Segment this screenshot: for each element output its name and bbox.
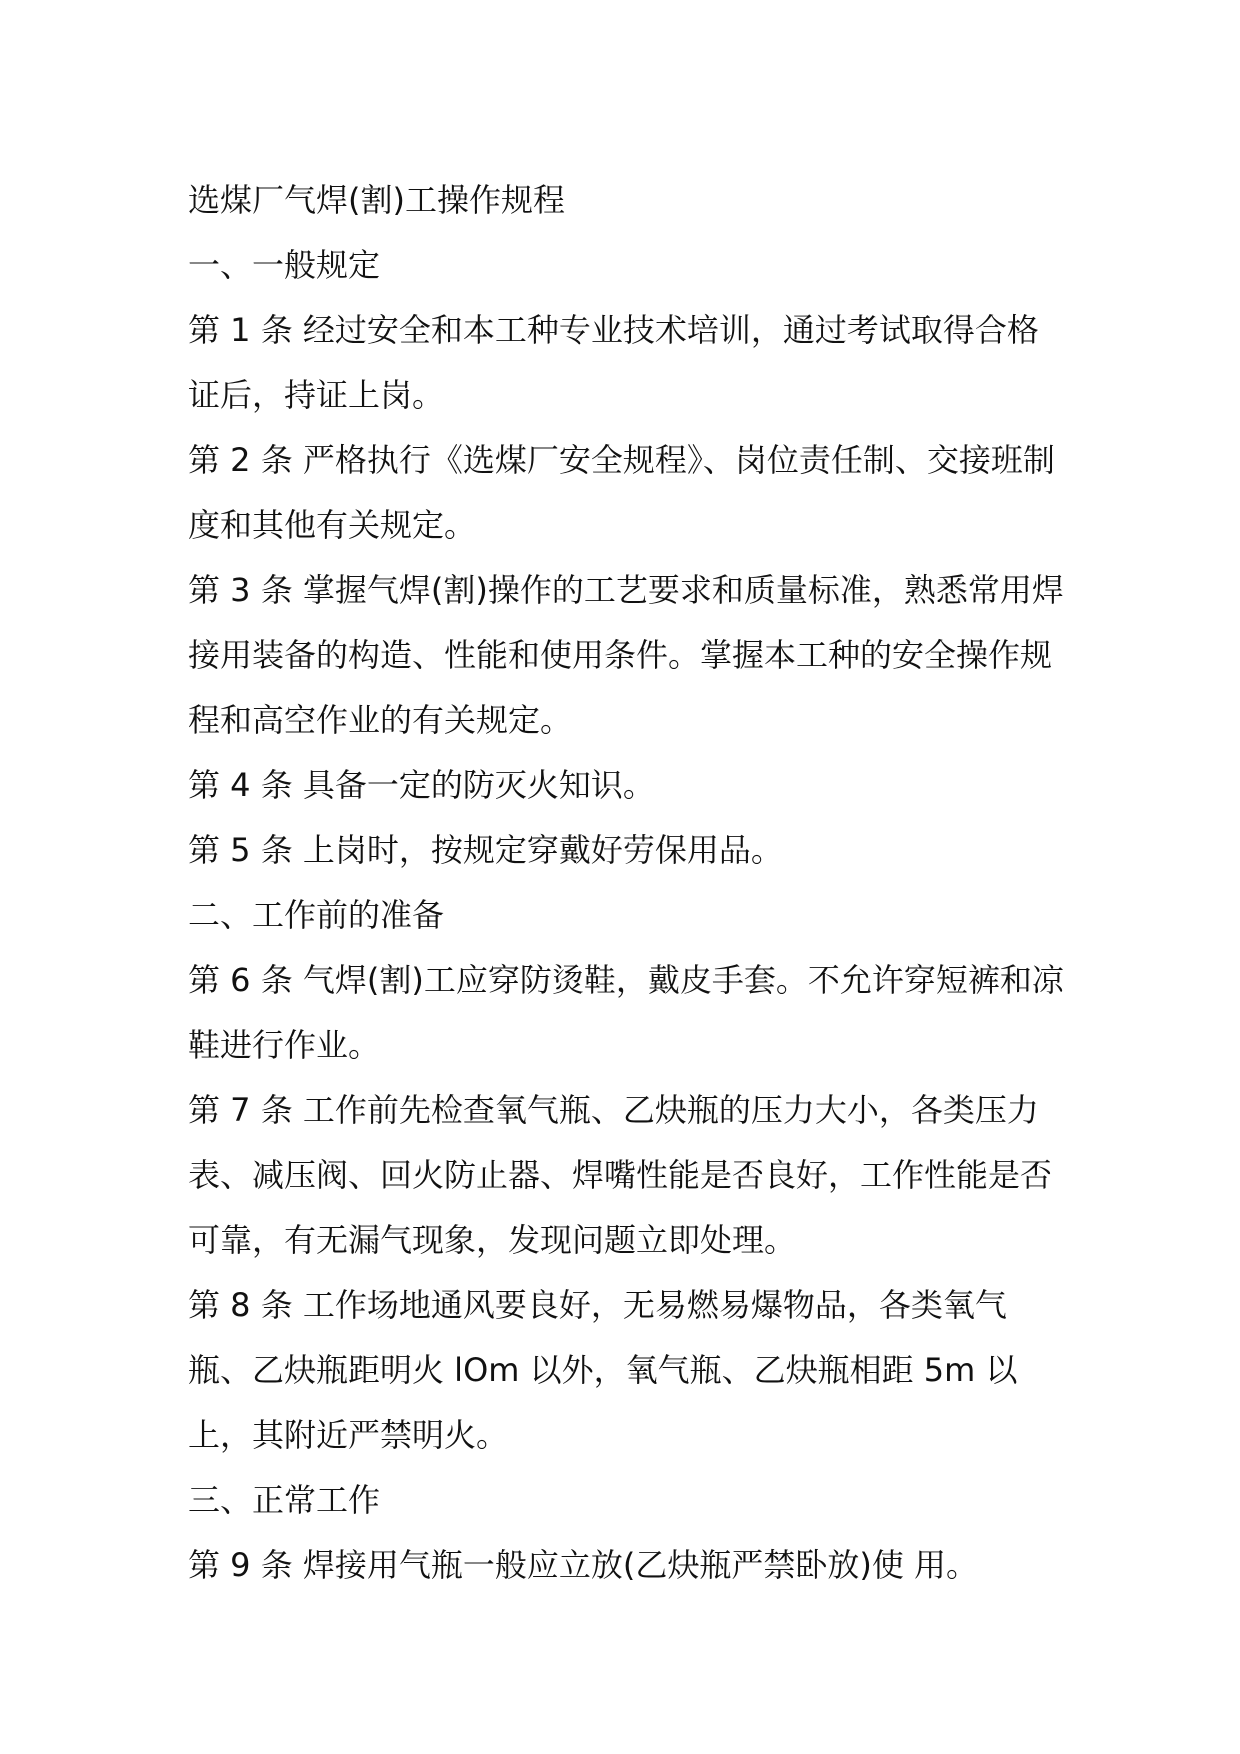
- article-6: 第 6 条 气焊(割)工应穿防烫鞋，戴皮手套。不允许穿短裤和凉鞋进行作业。: [188, 961, 1064, 1064]
- document-page: [188, 168, 1068, 1598]
- section-heading-general: 一、一般规定: [188, 246, 381, 284]
- article-2: 第 2 条 严格执行《选煤厂安全规程》、岗位责任制、交接班制度和其他有关规定。: [188, 441, 1055, 544]
- article-3: 第 3 条 掌握气焊(割)操作的工艺要求和质量标准，熟悉常用焊接用装备的构造、性能和使用条件。掌握本工种的安全操作规程和高空作业的有关规定。: [188, 571, 1064, 739]
- article-7: 第 7 条 工作前先检查氧气瓶、乙炔瓶的压力大小，各类压力表、减压阀、回火防止器、焊嘴性能是否良好，工作性能是否可靠，有无漏气现象，发现问题立即处理。: [188, 1091, 1053, 1259]
- section-heading-normal-work: 三、正常工作: [188, 1481, 381, 1519]
- article-5: 第 5 条 上岗时，按规定穿戴好劳保用品。: [188, 831, 783, 869]
- section-heading-preparation: 二、工作前的准备: [188, 896, 445, 934]
- article-1: 第 1 条 经过安全和本工种专业技术培训，通过考试取得合格证后，持证上岗。: [188, 311, 1039, 414]
- article-9: 第 9 条 焊接用气瓶一般应立放(乙炔瓶严禁卧放)使 用。: [188, 1546, 979, 1584]
- article-4: 第 4 条 具备一定的防灭火知识。: [188, 766, 655, 804]
- document-title: 选煤厂气焊(割)工操作规程: [188, 181, 565, 219]
- article-8: 第 8 条 工作场地通风要良好，无易燃易爆物品，各类氧气瓶、乙炔瓶距明火 lOm 以外，氧气瓶、乙炔瓶相距 5m 以上，其附近严禁明火。: [188, 1286, 1018, 1454]
